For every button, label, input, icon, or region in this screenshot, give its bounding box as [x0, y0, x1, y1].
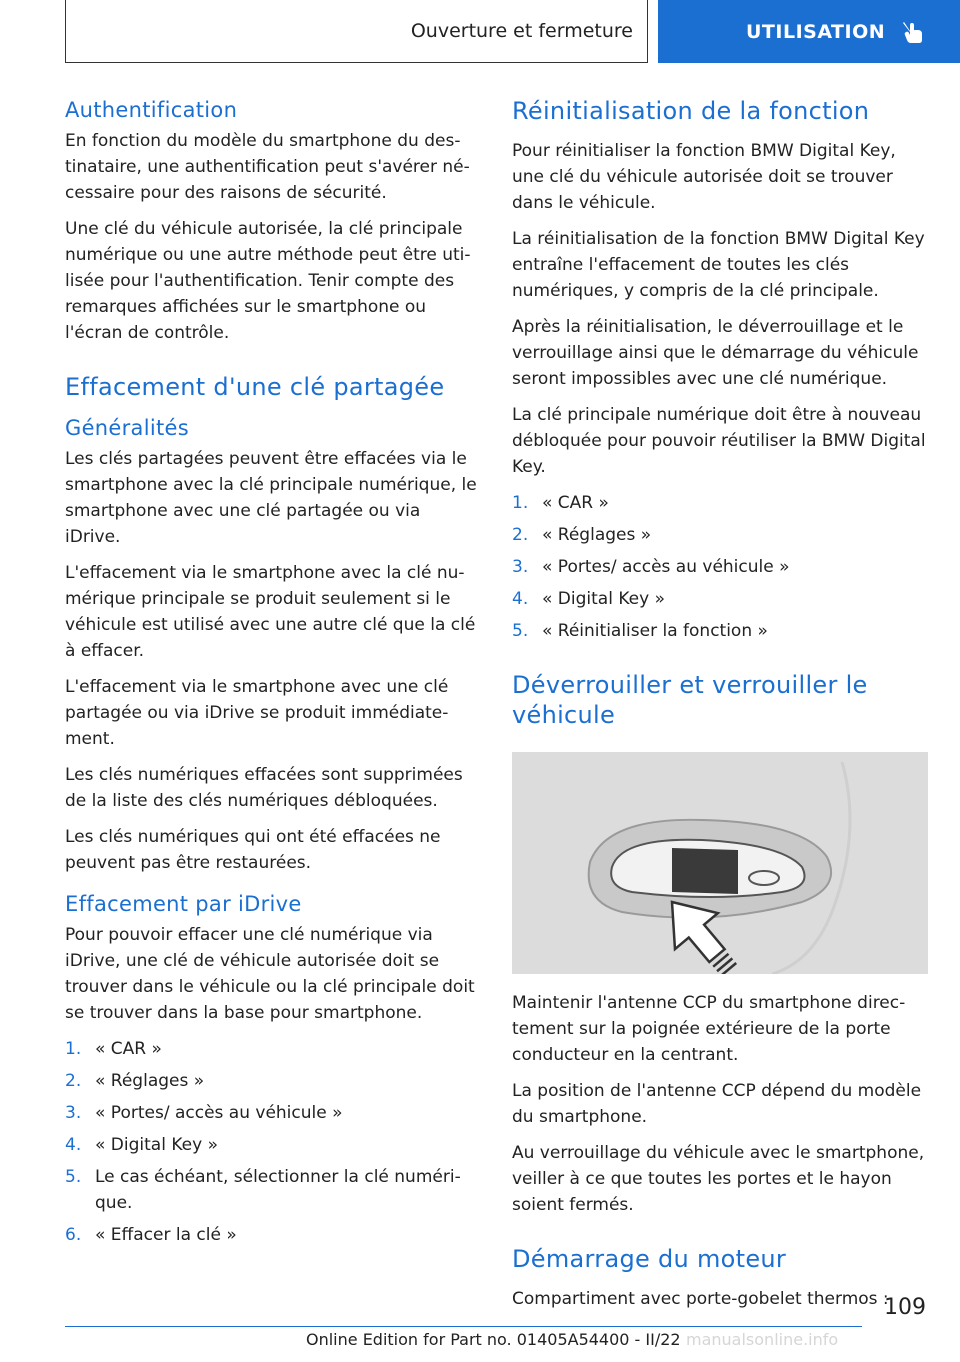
step-text: « Effacer la clé »	[95, 1225, 237, 1245]
lock-paragraph-1: Maintenir l'antenne CCP du smartphone directement sur la poignée extérieure de la porte conducteur en la centrant.	[512, 993, 906, 1065]
step-text: « Réglages »	[95, 1071, 205, 1091]
step-text: Le cas échéant, sélectionner la clé numérique.	[95, 1167, 461, 1213]
right-column	[512, 96, 928, 1322]
step-number: 5.	[65, 1167, 82, 1187]
list-item	[512, 522, 928, 548]
step-text: « Portes/ accès au véhicule »	[95, 1103, 343, 1123]
edition-note: Online Edition for Part no. 01405A54400 - II/22	[306, 1330, 681, 1349]
idrive-steps-list	[65, 1036, 481, 1248]
auth-heading: Authentification	[65, 98, 238, 122]
step-text: « CAR »	[542, 493, 609, 513]
step-number: 4.	[65, 1135, 82, 1155]
step-number: 6.	[65, 1225, 82, 1245]
list-item	[65, 1036, 481, 1062]
auth-paragraph-1: En fonction du modèle du smartphone du destinataire, une authentification peut s'avérer nécessaire pour des raisons de sécurité.	[65, 131, 470, 203]
header-section-tab	[65, 0, 648, 63]
idrive-heading: Effacement par iDrive	[65, 892, 302, 916]
general-paragraph-2: L'effacement via le smartphone avec la clé numérique principale se produit seulement si le véhicule est utilisé avec une autre clé que la clé à effacer.	[65, 563, 476, 661]
door-handle-drawing	[512, 752, 928, 974]
general-paragraph-4: Les clés numériques effacées sont supprimées de la liste des clés numériques débloquées.	[65, 765, 463, 811]
lock-paragraph-3: Au verrouillage du véhicule avec le smartphone, veiller à ce que toutes les portes et le hayon soient fermés.	[512, 1143, 925, 1215]
lock-paragraph-2: La position de l'antenne CCP dépend du modèle du smartphone.	[512, 1081, 922, 1127]
list-item	[512, 618, 928, 644]
hand-pointer-icon	[899, 19, 925, 45]
reset-paragraph-3: Après la réinitialisation, le déverrouillage et le verrouillage ainsi que le démarrage du véhicule seront impossibles avec une clé numérique.	[512, 317, 919, 389]
delete-shared-key-heading: Effacement d'une clé partagée	[65, 373, 445, 401]
engine-start-heading: Démarrage du moteur	[512, 1245, 787, 1273]
door-handle-illustration	[512, 752, 928, 974]
reset-heading: Réinitialisation de la fonction	[512, 97, 870, 125]
step-text: « Réinitialiser la fonction »	[542, 621, 768, 641]
step-number: 5.	[512, 621, 529, 641]
list-item	[65, 1222, 481, 1248]
header-section-title: Ouverture et fermeture	[410, 20, 633, 42]
footer-divider	[65, 1326, 862, 1327]
step-number: 3.	[512, 557, 529, 577]
step-number: 2.	[65, 1071, 82, 1091]
step-text: « CAR »	[95, 1039, 162, 1059]
step-number: 3.	[65, 1103, 82, 1123]
list-item	[512, 554, 928, 580]
general-paragraph-1: Les clés partagées peuvent être effacées via le smartphone avec la clé principale numérique, le smartphone avec une clé partagée ou via iDrive.	[65, 449, 477, 547]
list-item	[512, 490, 928, 516]
list-item	[512, 586, 928, 612]
step-number: 4.	[512, 589, 529, 609]
reset-paragraph-2: La réinitialisation de la fonction BMW Digital Key entraîne l'effacement de toutes les clés numériques, y compris de la clé principale.	[512, 229, 925, 301]
step-text: « Digital Key »	[542, 589, 665, 609]
list-item	[65, 1132, 481, 1158]
header-chapter-tab	[658, 0, 960, 63]
general-paragraph-3: L'effacement via le smartphone avec une clé partagée ou via iDrive se produit immédiatement.	[65, 677, 449, 749]
step-text: « Digital Key »	[95, 1135, 218, 1155]
step-number: 2.	[512, 525, 529, 545]
left-column	[65, 96, 481, 1264]
general-paragraph-5: Les clés numériques qui ont été effacées ne peuvent pas être restaurées.	[65, 827, 441, 873]
step-number: 1.	[512, 493, 529, 513]
reset-steps-list	[512, 490, 928, 644]
engine-start-paragraph-1: Compartiment avec porte-gobelet thermos :	[512, 1289, 889, 1309]
reset-paragraph-4: La clé principale numérique doit être à nouveau débloquée pour pouvoir réutiliser la BMW Digital Key.	[512, 405, 926, 477]
header-chapter-title: UTILISATION	[746, 20, 886, 43]
idrive-paragraph-1: Pour pouvoir effacer une clé numérique via iDrive, une clé de véhicule autorisée doit se trouver dans le véhicule ou la clé principale doit se trouver dans la base pour smartphone.	[65, 925, 475, 1023]
step-number: 1.	[65, 1039, 82, 1059]
step-text: « Portes/ accès au véhicule »	[542, 557, 790, 577]
list-item	[65, 1100, 481, 1126]
list-item	[65, 1164, 481, 1216]
auth-paragraph-2: Une clé du véhicule autorisée, la clé principale numérique ou une autre méthode peut être utilisée pour l'authentification. Tenir compte des remarques affichées sur le smartphone ou l'écran de contrôle.	[65, 219, 471, 343]
page-number: 109	[884, 1295, 926, 1320]
step-text: « Réglages »	[542, 525, 652, 545]
lock-unlock-heading: Déverrouiller et verrouiller le véhicule	[512, 671, 868, 729]
list-item	[65, 1068, 481, 1094]
watermark: manualsonline.info	[686, 1330, 839, 1349]
reset-paragraph-1: Pour réinitialiser la fonction BMW Digital Key, une clé du véhicule autorisée doit se trouver dans le véhicule.	[512, 141, 896, 213]
general-heading: Généralités	[65, 416, 189, 440]
